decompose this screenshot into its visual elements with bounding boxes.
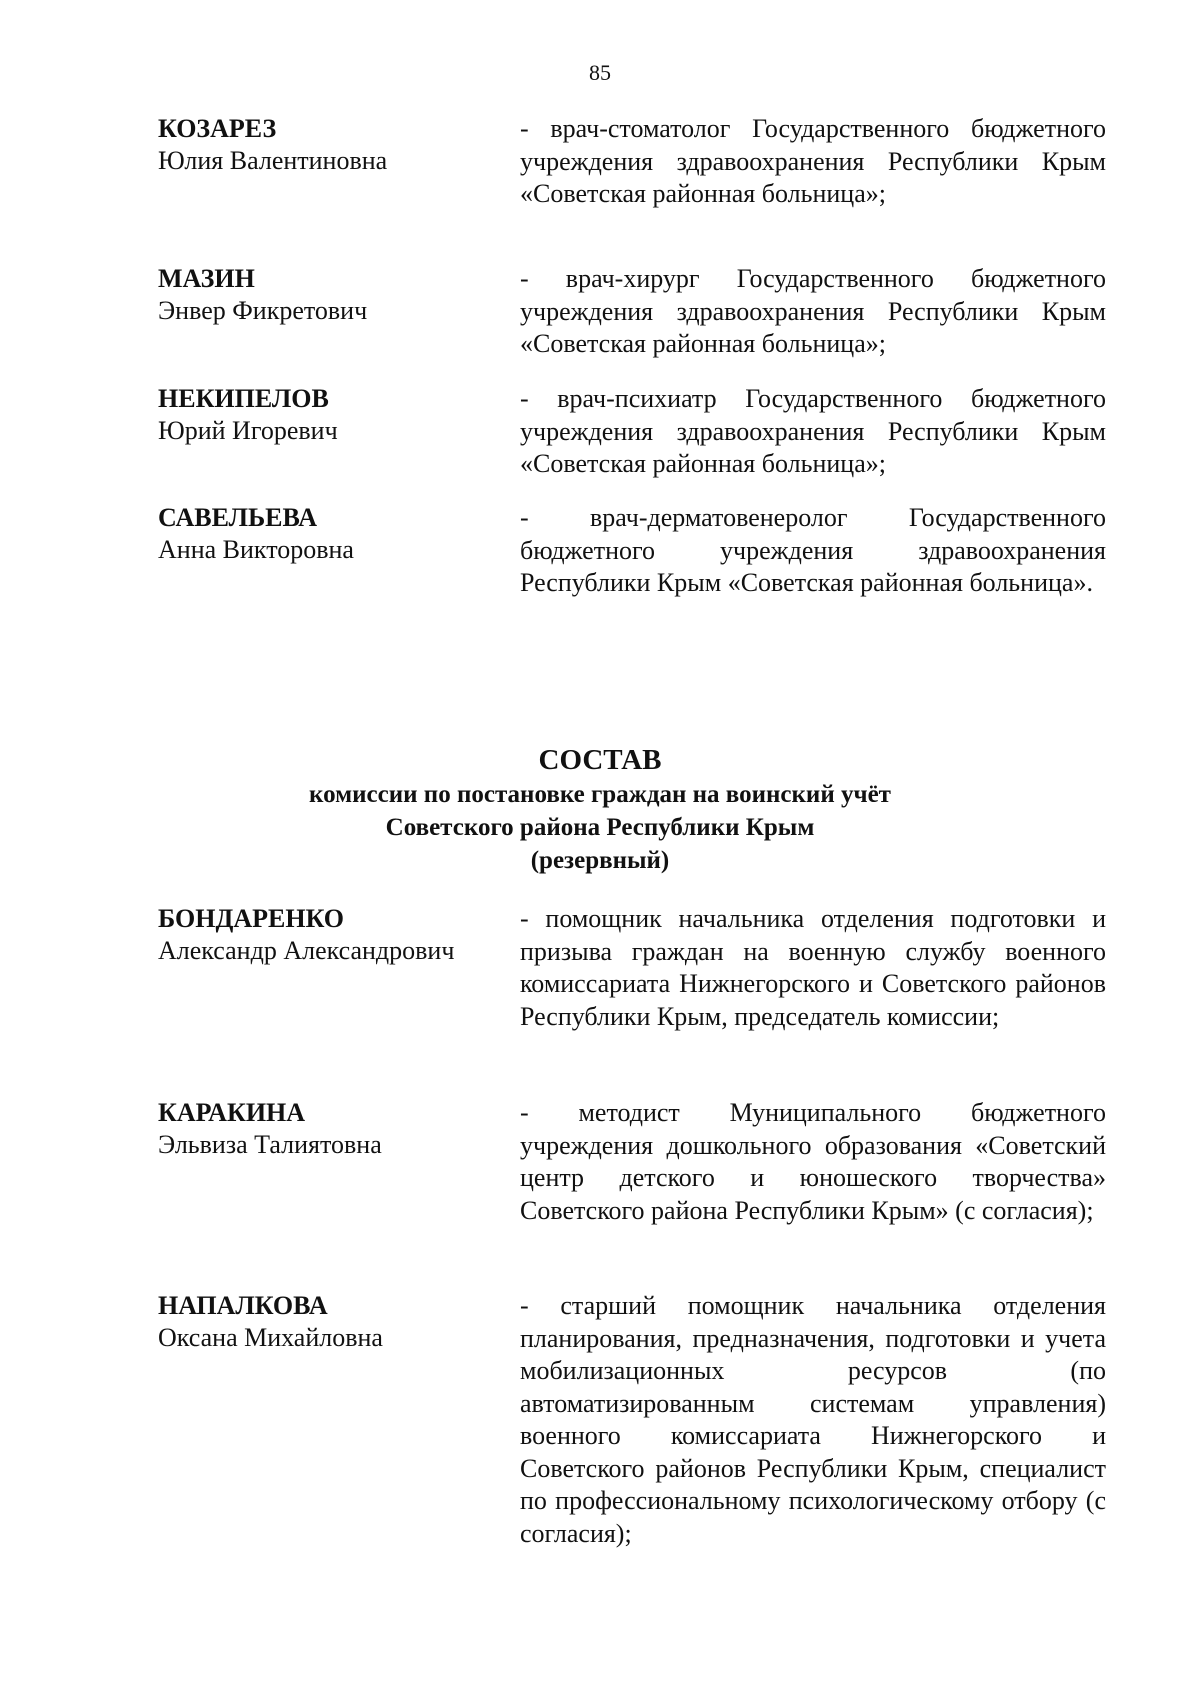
member-given-names: Оксана Михайловна [158,1323,383,1352]
member-given-names: Анна Викторовна [158,535,354,564]
member-role: - врач-психиатр Государственного бюджетного учреждения здравоохранения Республики Крым «Советская районная больница»; [520,384,1106,478]
member-name [158,263,498,327]
member-surname: САВЕЛЬЕВА [158,503,317,532]
section-subtitle-line: (резервный) [530,847,670,874]
member-role: - помощник начальника отделения подготовки и призыва граждан на военную службу военного комиссариата Нижнегорского и Советского районов Республики Крым, председатель комиссии; [520,904,1106,1031]
member-role: - врач-стоматолог Государственного бюджетного учреждения здравоохранения Республики Крым «Советская районная больница»; [520,114,1106,208]
member-surname: НЕКИПЕЛОВ [158,384,329,413]
member-surname: КОЗАРЕЗ [158,114,277,143]
member-given-names: Энвер Фикретович [158,296,368,325]
member-role: - врач-дерматовенеролог Государственного бюджетного учреждения здравоохранения Республики Крым «Советская районная больница». [520,503,1106,597]
member-name [158,502,498,566]
member-given-names: Юлия Валентиновна [158,146,388,175]
member-name [158,383,498,447]
page-number: 85 [589,60,611,85]
member-given-names: Юрий Игоревич [158,416,338,445]
member-name [158,1290,498,1354]
member-name [158,113,498,177]
member-name [158,903,498,967]
member-role: - старший помощник начальника отделения планирования, предназначения, подготовки и учета мобилизационных ресурсов (по автоматизированным системам управления) военного комиссариата Нижнегорского и Советского районов Республики Крым, специалист по профессиональному психологическому отбору (с согласия); [520,1291,1106,1548]
member-surname: МАЗИН [158,264,255,293]
member-surname: КАРАКИНА [158,1098,306,1127]
member-name [158,1097,498,1161]
member-surname: БОНДАРЕНКО [158,904,344,933]
section-subtitle-line: Советского района Республики Крым [385,814,815,841]
member-role: - врач-хирург Государственного бюджетного учреждения здравоохранения Республики Крым «Советская районная больница»; [520,264,1106,358]
section-subtitle-line: комиссии по постановке граждан на воинский учёт [309,781,891,808]
section-title: СОСТАВ [538,744,662,776]
section-heading [0,742,1200,877]
member-role: - методист Муниципального бюджетного учреждения дошкольного образования «Советский центр детского и юношеского творчества» Советского района Республики Крым» (с согласия); [520,1098,1106,1225]
member-given-names: Эльвиза Талиятовна [158,1130,382,1159]
member-surname: НАПАЛКОВА [158,1291,328,1320]
member-given-names: Александр Александрович [158,936,455,965]
